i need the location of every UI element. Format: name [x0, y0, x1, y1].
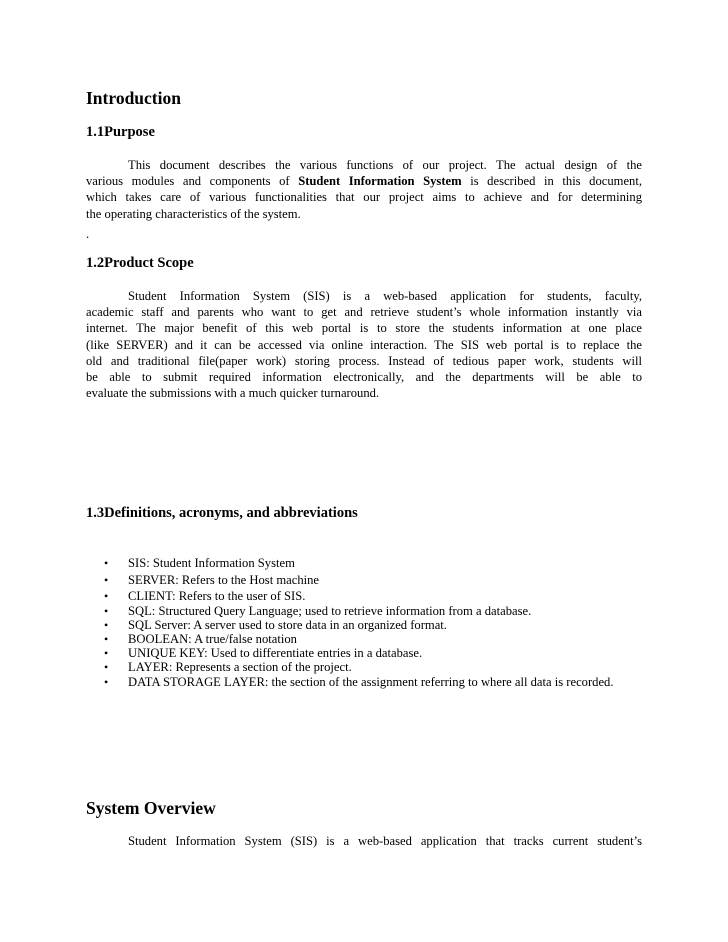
purpose-line-3: which takes care of various functionalities that our project aims to achieve and for determining [86, 190, 642, 205]
purpose-line-2: various modules and components of Student Information System is described in this document, [86, 174, 642, 189]
purpose-line-1: This document describes the various functions of our project. The actual design of the [128, 158, 642, 172]
heading-product-scope: 1.2Product Scope [86, 255, 194, 271]
system-name-bold: Student Information System [298, 174, 462, 189]
list-item: • BOOLEAN: A true/false notation [104, 632, 297, 647]
definitions-list [86, 556, 642, 689]
list-item: • UNIQUE KEY: Used to differentiate entries in a database. [104, 646, 423, 661]
overview-line-1: Student Information System (SIS) is a web-based application that tracks current student’s [128, 834, 642, 848]
product-scope-paragraph [86, 288, 642, 401]
scope-line-4: (like SERVER) and it can be accessed via online interaction. The SIS web portal is to replace the [86, 337, 642, 352]
scope-line-3: internet. The major benefit of this web portal is to store the students information at one place [86, 321, 642, 336]
heading-purpose: 1.1Purpose [86, 124, 155, 140]
scope-line-6: be able to submit required information electronically, and the departments will be able to [86, 369, 642, 384]
bullet-icon: • [104, 589, 109, 604]
list-item: • SERVER: Refers to the Host machine [104, 573, 320, 588]
bullet-icon: • [104, 646, 109, 661]
list-item: • SIS: Student Information System [104, 556, 295, 570]
bullet-icon: • [104, 573, 109, 588]
scope-line-7: evaluate the submissions with a much quicker turnaround. [86, 386, 380, 401]
heading-system-overview: System Overview [86, 798, 216, 818]
bullet-icon: • [104, 603, 109, 618]
bullet-icon: • [104, 632, 109, 647]
system-overview-paragraph [86, 833, 642, 849]
list-item: • CLIENT: Refers to the user of SIS. [104, 589, 306, 604]
purpose-paragraph [86, 157, 642, 222]
list-item: • SQL Server: A server used to store data in an organized format. [104, 617, 447, 632]
purpose-line-4: the operating characteristics of the system. [86, 206, 301, 221]
list-item: • SQL: Structured Query Language; used to retrieve information from a database. [104, 603, 532, 618]
list-item: • LAYER: Represents a section of the project. [104, 660, 352, 675]
scope-line-5: old and traditional file(paper work) storing process. Instead of tedious paper work, students will [86, 353, 642, 368]
bullet-icon: • [104, 556, 109, 570]
bullet-icon: • [104, 674, 109, 689]
scope-line-2: academic staff and parents who want to get and retrieve student’s whole information instantly via [86, 305, 642, 320]
bullet-icon: • [104, 617, 109, 632]
stray-dot: . [86, 227, 90, 241]
heading-definitions: 1.3Definitions, acronyms, and abbreviations [86, 505, 358, 521]
list-item: • DATA STORAGE LAYER: the section of the assignment referring to where all data is recorded. [104, 674, 614, 689]
scope-line-1: Student Information System (SIS) is a web-based application for students, faculty, [128, 289, 642, 303]
heading-introduction: Introduction [86, 88, 181, 108]
bullet-icon: • [104, 660, 109, 675]
